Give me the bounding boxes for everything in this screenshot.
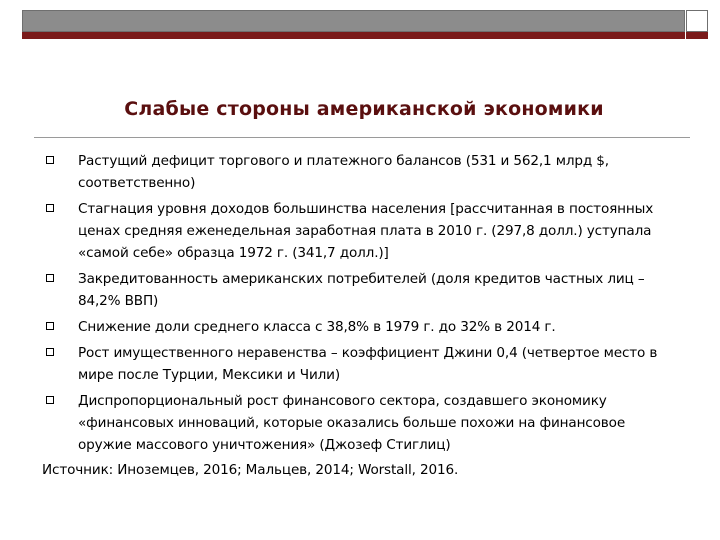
slide-title: Слабые стороны американской экономики [124, 98, 604, 120]
header-accent-stripe [22, 32, 685, 39]
list-item [42, 316, 682, 338]
list-item [42, 390, 682, 456]
header-corner-box [686, 10, 708, 32]
bullet-text: Снижение доли среднего класса с 38,8% в 1979 г. до 32% в 2014 г. [78, 319, 556, 335]
list-item [42, 150, 682, 194]
list-item [42, 198, 682, 264]
source-note: Источник: Иноземцев, 2016; Мальцев, 2014; Worstall, 2016. [42, 462, 459, 478]
bullet-list [42, 150, 682, 456]
square-bullet-icon [46, 274, 54, 282]
title-divider [34, 137, 690, 138]
bullet-text: Рост имущественного неравенства – коэффициент Джини 0,4 (четвертое место в мире после Турции, Мексики и Чили) [78, 345, 658, 383]
bullet-text: Диспропорциональный рост финансового сектора, создавшего экономику «финансовых инноваций, которые оказались больше похожи на финансовое оружие массового уничтожения» (Джозеф Стиглиц) [78, 393, 626, 453]
square-bullet-icon [46, 156, 54, 164]
square-bullet-icon [46, 348, 54, 356]
list-item [42, 268, 682, 312]
square-bullet-icon [46, 322, 54, 330]
header-decoration-bar [22, 10, 685, 32]
square-bullet-icon [46, 396, 54, 404]
bullet-text: Растущий дефицит торгового и платежного балансов (531 и 562,1 млрд $, соответственно) [78, 153, 609, 191]
square-bullet-icon [46, 204, 54, 212]
bullet-text: Стагнация уровня доходов большинства населения [рассчитанная в постоянных ценах средняя еженедельная заработная плата в 2010 г. (297,8 долл.) уступала «самой себе» образца 1972 г. (341,7 долл.)] [78, 201, 654, 261]
bullet-text: Закредитованность американских потребителей (доля кредитов частных лиц – 84,2% ВВП) [78, 271, 645, 309]
slide-body [42, 150, 682, 481]
header-corner-accent [686, 32, 708, 39]
list-item [42, 342, 682, 386]
